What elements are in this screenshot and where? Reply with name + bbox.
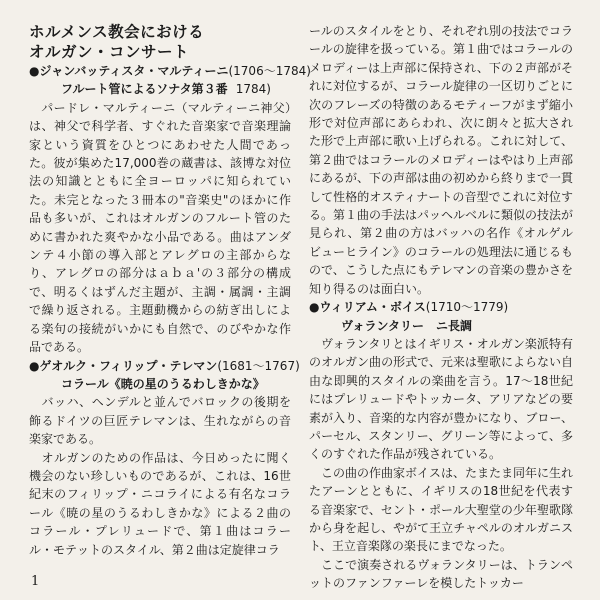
paragraph-telemann-2: オルガンのための作品は、今日めったに聞く機会のない珍しいものであるが、これは、16世紀末のフィリップ・ニコライによる有名なコラール《暁の星のうるわしきかな》による２曲のコラール・プレリュードで、第１曲はコラール・モテットのスタイル、第２曲は定旋律コラ <box>29 450 291 557</box>
composer-dates: (1681〜1767) <box>217 358 300 373</box>
work-title-martini <box>61 80 291 98</box>
left-column <box>29 22 311 559</box>
composer-name: ●ジャンバッティスタ・マルティーニ <box>29 64 229 78</box>
work-title-boyce: ヴォランタリー ニ長調 <box>341 318 473 333</box>
paragraph-telemann-1: バッハ、ヘンデルと並んでバロックの後期を飾るドイツの巨匠テレマンは、生れながらの音楽家である。 <box>29 395 291 447</box>
paragraph-martini-1: パードレ・マルティーニ（マルティーニ神父）は、神父で科学者、すぐれた音楽家で音楽理論家という資質をひとつにあわせた人間であった。彼が集めた17,000巻の蔵書は、該博な対位法の知識とともに全ヨーロッパに知られていた。未完となった３冊本の"音楽史"のほかに作品も多いが、これはオルガンのフルート管のために書かれた爽やかな小品である。曲はアンダンテ４小節の導入部とアレグロの主部からなり、アレグロの部分はａｂａ'の３部分の構成で、明るくはずんだ主題が、主調・属調・主調で繰り返される。主題動機からの紡ぎ出しによる楽句の接続がいかにも自然で、のびやかな作品である。 <box>29 100 291 355</box>
paragraph-telemann-2-continued: ールのスタイルをとり、それぞれ別の技法でコラールの旋律を扱っている。第１曲ではコラールのメロディーは上声部に保持され、下の２声部がそれに対位するが、コラール旋律の一区切りごとに次のフレーズの特徴のあるモティーフがまず縮小形で対位声部にあらわれ、次に朗々と拡大された形で上声部に歌い上げられる。これに対して、第２曲ではコラールのメロディーはやはり上声部にあるが、下の声部は曲の初めから終りまで一貫して性格的オスティナートの音型でこれに対位する。第１曲の手法はパッヘルベルに類似の技法が見られ、第２曲の方はバッハの名作《オルゲルビューヒライン》のコラールの処理法に通じるもので、こうした点にもテレマンの音楽の豊かさを知り得るのは面白い。 <box>309 24 574 296</box>
paragraph-boyce-3: ここで演奏されるヴォランタリーは、トランペットのファンファーレを模したトッカー <box>309 557 573 591</box>
composer-name: ●ゲオルク・フィリップ・テレマン <box>29 358 218 373</box>
paragraph-boyce-1: ヴォランタリとはイギリス・オルガン楽派特有のオルガン曲の形式で、元来は聖歌によらない自由な即興的スタイルの楽曲を言う。17〜18世紀にはプレリュードやトッカータ、アリアなどの要素が入り、音楽的な内容が豊かになり、ブロー、パーセル、スタンリー、グリーン等によって、多くのすぐれた作品が残されている。 <box>309 336 573 462</box>
work-title-telemann: コラール《暁の星のうるわしきかな》 <box>61 376 265 391</box>
paragraph-boyce-2: この曲の作曲家ボイスは、たまたま同年に生れたアーンとともに、イギリスの18世紀を代表する音楽家で、セント・ポール大聖堂の少年聖歌隊から身を起し、やがて王立チャペルのオルガニスト、王立音楽隊の楽長にまでなった。 <box>309 465 573 554</box>
composer-dates: (1710〜1779) <box>425 300 509 315</box>
composer-name: ●ウィリアム・ボイス <box>309 300 426 315</box>
work-name: フルート管によるソナタ第３番 <box>61 82 228 97</box>
composer-dates: (1706〜1784) <box>228 64 311 78</box>
document-title-line1: ホルメンス教会における <box>29 23 205 41</box>
composer-heading-boyce <box>309 298 573 316</box>
document-title-line2: オルガン・コンサート <box>29 43 190 61</box>
page-number: 1 <box>31 574 40 589</box>
right-column <box>309 22 573 593</box>
work-year: 1784) <box>235 82 271 97</box>
composer-heading-martini <box>29 62 311 80</box>
composer-heading-telemann <box>29 357 300 375</box>
